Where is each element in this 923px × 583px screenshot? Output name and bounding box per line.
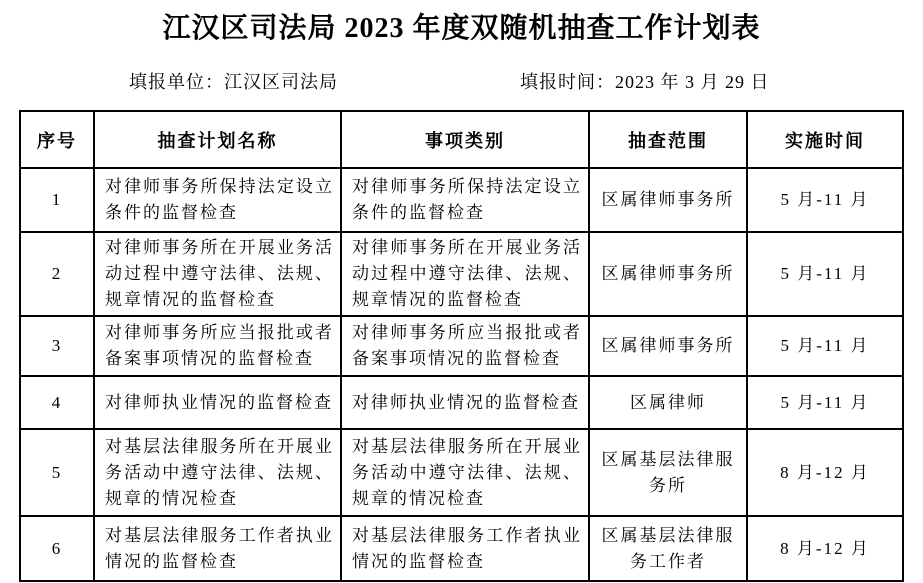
cell-plan: 对律师事务所在开展业务活动过程中遵守法律、法规、规章情况的监督检查 xyxy=(94,232,341,316)
report-date-label: 填报时间： xyxy=(520,72,615,92)
cell-category: 对律师执业情况的监督检查 xyxy=(341,376,589,429)
cell-category: 对基层法律服务工作者执业情况的监督检查 xyxy=(341,516,589,581)
table-header-row xyxy=(20,111,903,168)
cell-no: 5 xyxy=(20,429,94,516)
cell-no: 2 xyxy=(20,232,94,316)
cell-plan: 对律师事务所保持法定设立条件的监督检查 xyxy=(94,168,341,232)
cell-plan: 对基层法律服务工作者执业情况的监督检查 xyxy=(94,516,341,581)
cell-category: 对律师事务所保持法定设立条件的监督检查 xyxy=(341,168,589,232)
inspection-plan-table xyxy=(19,110,904,582)
cell-scope: 区属律师事务所 xyxy=(589,316,747,376)
report-unit-label: 填报单位： xyxy=(129,72,224,92)
cell-scope: 区属律师事务所 xyxy=(589,232,747,316)
cell-scope: 区属律师 xyxy=(589,376,747,429)
table-row xyxy=(20,316,903,376)
cell-no: 6 xyxy=(20,516,94,581)
report-date xyxy=(520,68,770,94)
cell-plan: 对律师执业情况的监督检查 xyxy=(94,376,341,429)
report-unit-value: 江汉区司法局 xyxy=(224,72,338,92)
cell-category: 对律师事务所在开展业务活动过程中遵守法律、法规、规章情况的监督检查 xyxy=(341,232,589,316)
table-row xyxy=(20,516,903,581)
column-header-category: 事项类别 xyxy=(341,111,589,168)
cell-scope: 区属基层法律服务工作者 xyxy=(589,516,747,581)
cell-no: 1 xyxy=(20,168,94,232)
cell-time: 5 月-11 月 xyxy=(747,232,903,316)
table-row xyxy=(20,232,903,316)
table-row xyxy=(20,429,903,516)
report-unit xyxy=(129,68,338,94)
table-row xyxy=(20,376,903,429)
cell-time: 8 月-12 月 xyxy=(747,516,903,581)
report-info-row xyxy=(0,68,923,94)
column-header-scope: 抽查范围 xyxy=(589,111,747,168)
column-header-no: 序号 xyxy=(20,111,94,168)
cell-time: 8 月-12 月 xyxy=(747,429,903,516)
cell-no: 4 xyxy=(20,376,94,429)
cell-category: 对基层法律服务所在开展业务活动中遵守法律、法规、规章的情况检查 xyxy=(341,429,589,516)
cell-scope: 区属基层法律服务所 xyxy=(589,429,747,516)
report-date-value: 2023 年 3 月 29 日 xyxy=(615,72,770,92)
cell-time: 5 月-11 月 xyxy=(747,316,903,376)
column-header-plan: 抽查计划名称 xyxy=(94,111,341,168)
table-row xyxy=(20,168,903,232)
cell-scope: 区属律师事务所 xyxy=(589,168,747,232)
column-header-time: 实施时间 xyxy=(747,111,903,168)
cell-time: 5 月-11 月 xyxy=(747,376,903,429)
cell-plan: 对律师事务所应当报批或者备案事项情况的监督检查 xyxy=(94,316,341,376)
cell-time: 5 月-11 月 xyxy=(747,168,903,232)
cell-plan: 对基层法律服务所在开展业务活动中遵守法律、法规、规章的情况检查 xyxy=(94,429,341,516)
cell-category: 对律师事务所应当报批或者备案事项情况的监督检查 xyxy=(341,316,589,376)
cell-no: 3 xyxy=(20,316,94,376)
page-title: 江汉区司法局 2023 年度双随机抽查工作计划表 xyxy=(162,13,761,44)
